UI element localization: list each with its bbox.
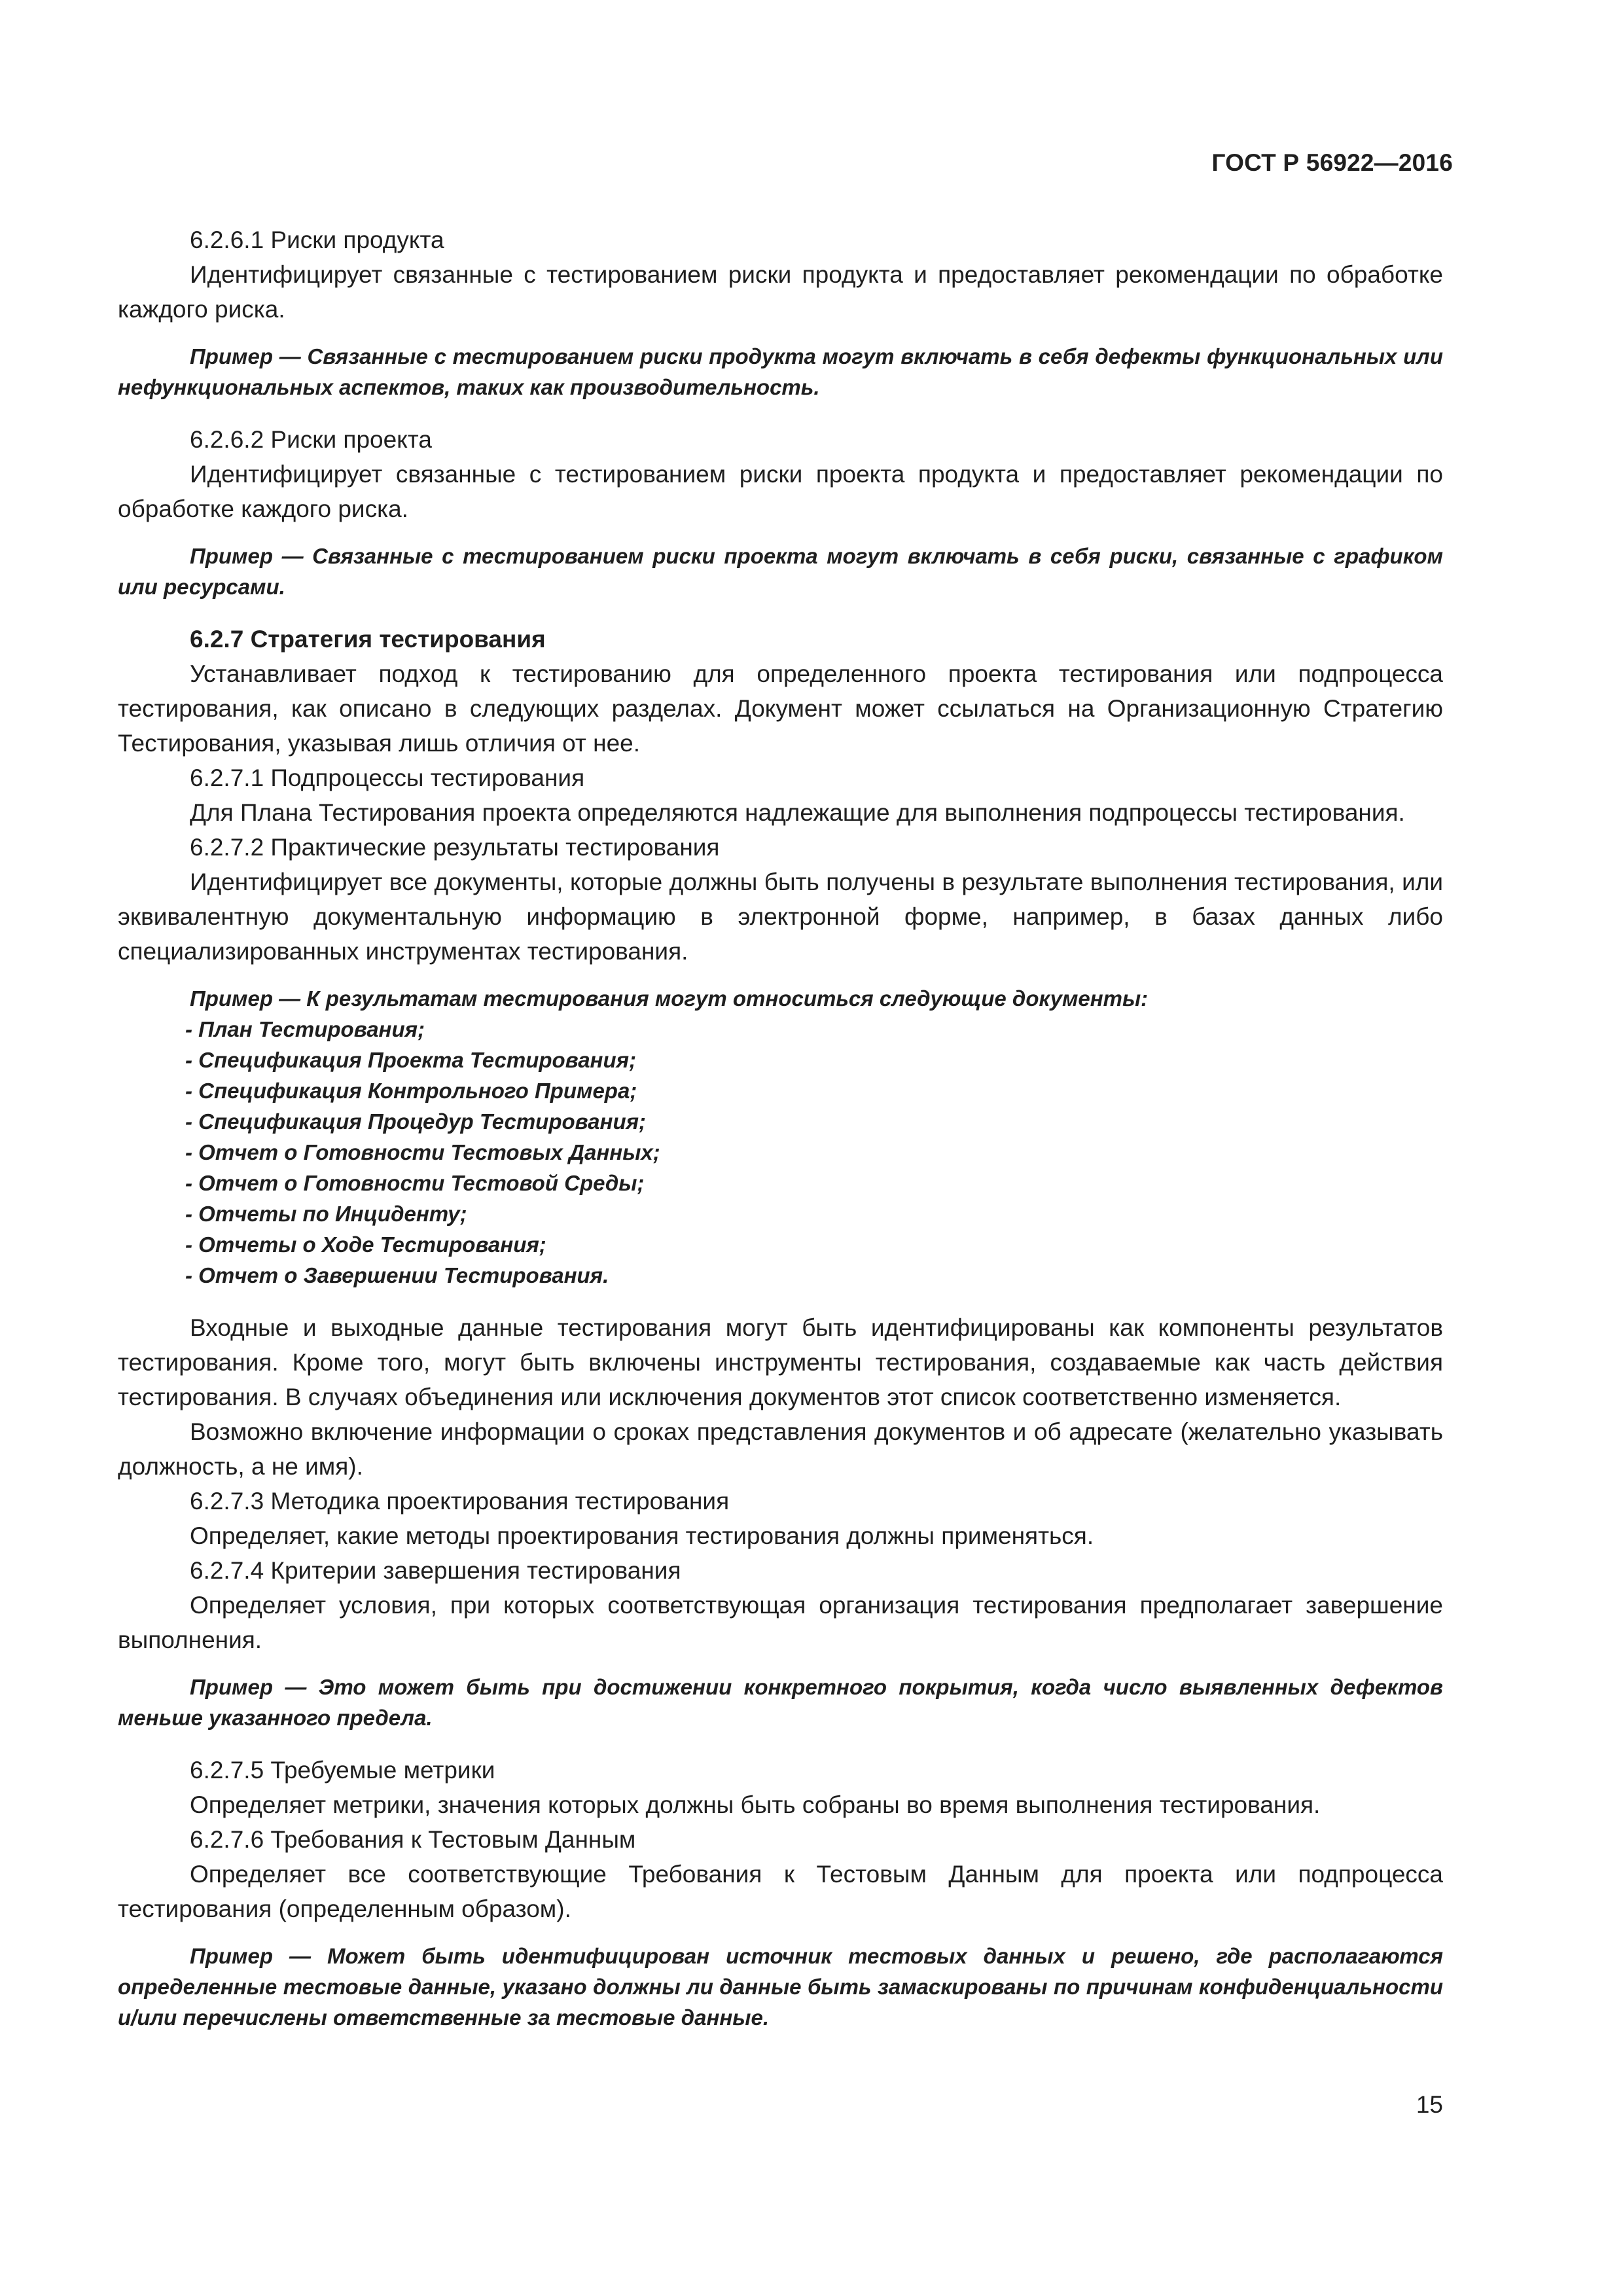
section-6-2-7-5-text: Определяет метрики, значения которых должны быть собраны во время выполнения тестирования.	[190, 1791, 1321, 1818]
example-list-item: - Отчеты о Ходе Тестирования;	[185, 1232, 546, 1257]
section-6-2-7-6-text: Определяет все соответствующие Требования к Тестовым Данным для проекта или подпроцесса тестирования (определенным образом).	[118, 1861, 1443, 1922]
example-list-item: - Отчет о Завершении Тестирования.	[185, 1263, 609, 1287]
example-list-item: - Отчеты по Инциденту;	[185, 1202, 467, 1226]
section-6-2-7-3-title: 6.2.7.3 Методика проектирования тестирования	[190, 1488, 730, 1515]
example-list-item: - Спецификация Проекта Тестирования;	[185, 1048, 637, 1072]
example-list-item: - Отчет о Готовности Тестовой Среды;	[185, 1171, 645, 1195]
section-6-2-7-2-title: 6.2.7.2 Практические результаты тестирования	[190, 834, 720, 861]
section-6-2-7-2-example	[118, 983, 1443, 1291]
document-body	[118, 223, 1443, 2053]
example-list-item: - Спецификация Контрольного Примера;	[185, 1079, 637, 1103]
example-list-item: - План Тестирования;	[185, 1017, 425, 1041]
section-6-2-6-1-title: 6.2.6.1 Риски продукта	[190, 226, 444, 253]
section-6-2-7-6-example: Пример — Может быть идентифицирован источник тестовых данных и решено, где располагаются определенные тестовые данные, указано должны ли данные быть замаскированы по причинам конфиденциальности и/или перечислены ответственные за тестовые данные.	[118, 1944, 1443, 2030]
section-6-2-7-4-example: Пример — Это может быть при достижении конкретного покрытия, когда число выявленных дефектов меньше указанного предела.	[118, 1675, 1443, 1730]
section-6-2-6-1-example: Пример — Связанные с тестированием риски продукта могут включать в себя дефекты функциональных или нефункциональных аспектов, таких как производительность.	[118, 344, 1443, 399]
section-6-2-7-2-text-3: Возможно включение информации о сроках представления документов и об адресате (желательно указывать должность, а не имя).	[118, 1418, 1443, 1480]
section-6-2-7-1-text: Для Плана Тестирования проекта определяются надлежащие для выполнения подпроцессы тестирования.	[190, 799, 1405, 826]
section-6-2-7-6-title: 6.2.7.6 Требования к Тестовым Данным	[190, 1826, 636, 1853]
example-list-item: - Отчет о Готовности Тестовых Данных;	[185, 1140, 660, 1164]
page-number: 15	[1416, 2091, 1443, 2118]
section-6-2-7-2-text: Идентифицирует все документы, которые должны быть получены в результате выполнения тестирования, или эквивалентную документальную информацию в электронной форме, например, в базах данных либо специализированных инструментах тестирования.	[118, 869, 1443, 965]
section-6-2-7-5-title: 6.2.7.5 Требуемые метрики	[190, 1757, 495, 1784]
section-6-2-7-2-text-2: Входные и выходные данные тестирования могут быть идентифицированы как компоненты результатов тестирования. Кроме того, могут быть включены инструменты тестирования, создаваемые как часть действия тестирования. В случаях объединения или исключения документов этот список соответственно изменяется.	[118, 1314, 1443, 1410]
section-6-2-7-text: Устанавливает подход к тестированию для определенного проекта тестирования или подпроцесса тестирования, как описано в следующих разделах. Документ может ссылаться на Организационную Стратегию Тестирования, указывая лишь отличия от нее.	[118, 660, 1443, 757]
section-6-2-7-heading: 6.2.7 Стратегия тестирования	[190, 626, 546, 653]
section-6-2-6-2-example: Пример — Связанные с тестированием риски проекта могут включать в себя риски, связанные с графиком или ресурсами.	[118, 544, 1443, 599]
section-6-2-6-1-text: Идентифицирует связанные с тестированием риски продукта и предоставляет рекомендации по обработке каждого риска.	[118, 261, 1443, 323]
example-list-item: - Спецификация Процедур Тестирования;	[185, 1109, 647, 1134]
section-6-2-7-4-text: Определяет условия, при которых соответствующая организация тестирования предполагает завершение выполнения.	[118, 1592, 1443, 1653]
section-6-2-6-2-text: Идентифицирует связанные с тестированием риски проекта продукта и предоставляет рекомендации по обработке каждого риска.	[118, 461, 1443, 522]
example-intro: Пример — К результатам тестирования могут относиться следующие документы:	[190, 986, 1149, 1011]
section-6-2-6-2-title: 6.2.6.2 Риски проекта	[190, 426, 432, 453]
section-6-2-7-1-title: 6.2.7.1 Подпроцессы тестирования	[190, 764, 585, 791]
section-6-2-7-4-title: 6.2.7.4 Критерии завершения тестирования	[190, 1557, 681, 1584]
section-6-2-7-3-text: Определяет, какие методы проектирования тестирования должны применяться.	[190, 1522, 1094, 1549]
document-code: ГОСТ Р 56922—2016	[1211, 149, 1453, 176]
